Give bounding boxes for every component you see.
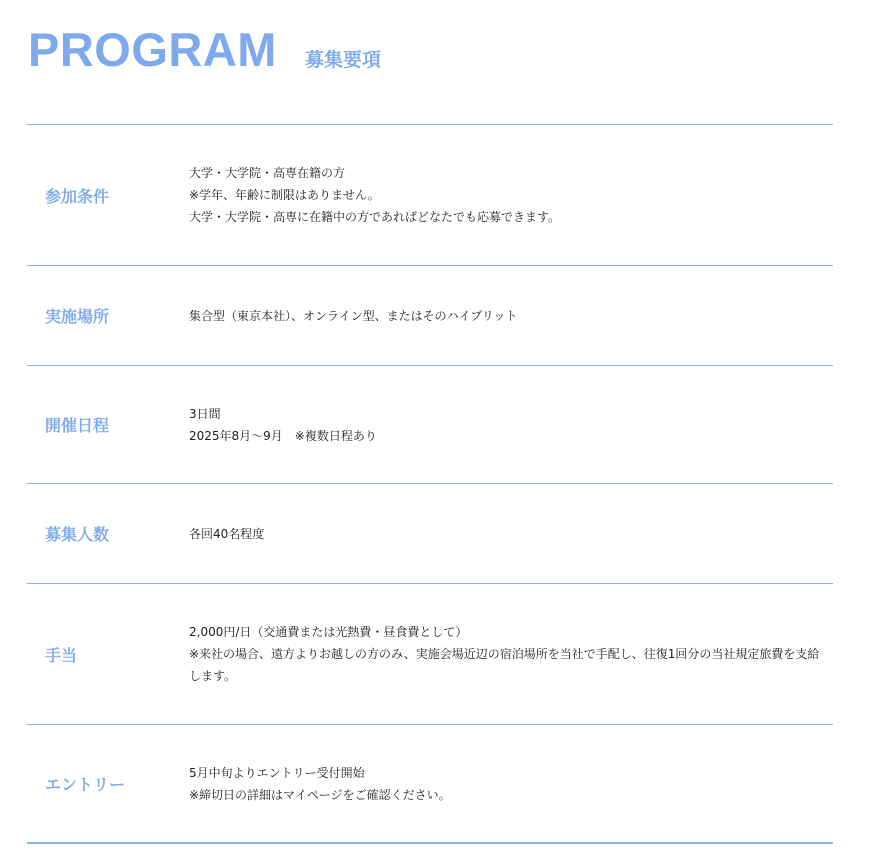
row-content-line: 大学・大学院・高専在籍の方 (189, 166, 346, 180)
row-content-line: 2,000円/日（交通費または光熱費・昼食費として） (189, 625, 468, 639)
row-label-eligibility: 参加条件 (45, 186, 110, 206)
row-label-location: 実施場所 (45, 307, 110, 326)
row-content-line: ※来社の場合、遠方よりお越しの方のみ、実施会場近辺の宿泊場所を当社で手配し、往復1回分の当社規定旅費を支給します。 (189, 647, 820, 683)
row-label-capacity: 募集人数 (45, 525, 110, 544)
page-header (28, 24, 381, 76)
row-content-location (189, 305, 833, 327)
row-content-line: 3日間 (189, 406, 221, 421)
page-title: PROGRAM (28, 23, 277, 76)
row-content-line: ※学年、年齢に制限はありません。 (189, 188, 380, 202)
row-content-line: 大学・大学院・高専に在籍中の方であればどなたでも応募できます。 (189, 210, 561, 224)
table-row-allowance (27, 584, 833, 725)
table-row-eligibility (27, 125, 833, 266)
table-row-location (27, 266, 833, 366)
row-content-capacity (189, 523, 833, 545)
row-content-line: ※締切日の詳細はマイページをご確認ください。 (189, 787, 451, 802)
table-row-schedule (27, 366, 833, 484)
row-label-schedule: 開催日程 (45, 416, 110, 435)
table-row-capacity (27, 484, 833, 584)
row-label-entry: エントリー (45, 775, 126, 794)
program-requirements-table (27, 124, 833, 844)
row-content-entry (189, 762, 833, 806)
table-row-entry (27, 725, 833, 844)
row-content-allowance (189, 621, 833, 687)
row-content-line: 2025年8月～9月 ※複数日程あり (189, 428, 377, 443)
row-content-line: 各回40名程度 (189, 526, 265, 541)
row-content-line: 5月中旬よりエントリー受付開始 (189, 765, 365, 780)
row-content-schedule (189, 403, 833, 447)
row-content-line: 集合型（東京本社）、オンライン型、またはそのハイブリット (189, 308, 518, 323)
row-label-allowance: 手当 (45, 645, 78, 665)
row-content-eligibility (189, 162, 833, 228)
page-subtitle: 募集要項 (304, 49, 381, 71)
